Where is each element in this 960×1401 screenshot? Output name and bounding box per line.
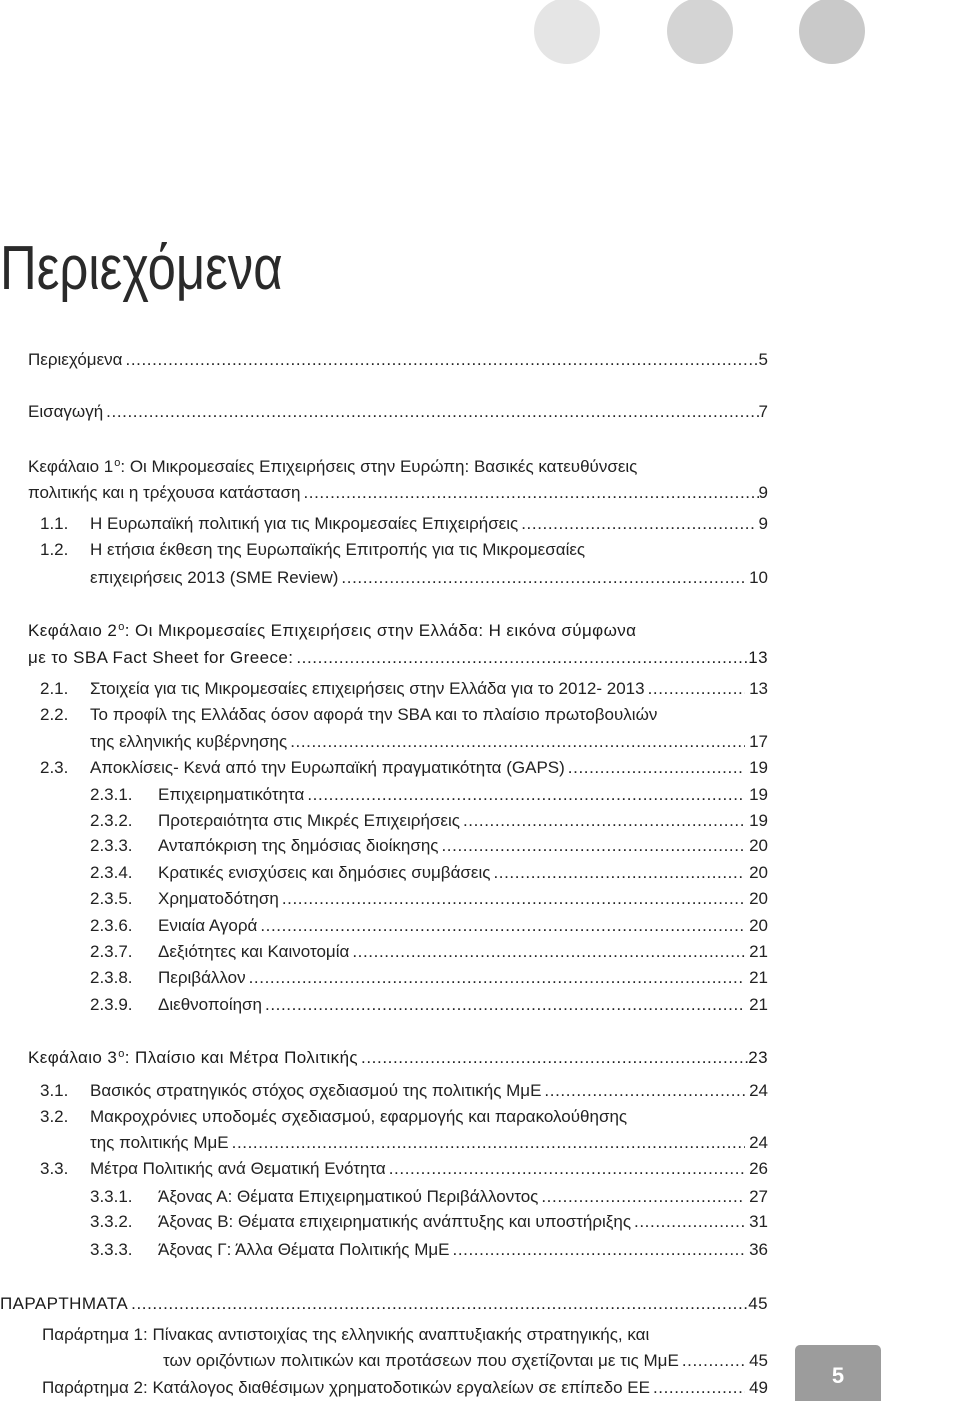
section-label-line2: της πολιτικής ΜμΕ — [90, 1133, 229, 1152]
section-label: Στοιχεία για τις Μικρομεσαίες επιχειρήσεις στην Ελλάδα για το 2012- 2013 — [90, 679, 645, 698]
toc-entry-page: 17 — [749, 732, 768, 751]
toc-entry-page: 45 — [749, 1351, 768, 1370]
subsection-label: Δεξιότητες και Καινοτομία — [158, 942, 350, 961]
dot-leader — [361, 1047, 748, 1069]
chapter-title-line2: πολιτικής και η τρέχουσα κατάσταση — [28, 483, 301, 502]
dot-leader — [126, 349, 759, 371]
appendix-label: Παράρτημα 2: Κατάλογος διαθέσιμων χρηματοδοτικών εργαλείων σε επίπεδο ΕΕ — [42, 1378, 650, 1397]
section-number: 2.1. — [40, 679, 69, 698]
dot-leader — [682, 1350, 745, 1372]
subsection-number: 3.3.2. — [90, 1212, 133, 1231]
toc-entry-page: 19 — [749, 785, 768, 804]
chapter-title-line1: : Πλαίσιο και Μέτρα Πολιτικής — [124, 1048, 359, 1067]
toc-subsection-2-3-4[interactable] — [90, 862, 768, 884]
toc-section-3-3[interactable] — [40, 1158, 768, 1180]
dot-leader — [389, 1158, 745, 1180]
section-label-line2: επιχειρήσεις 2013 (SME Review) — [90, 568, 339, 587]
subsection-label: Περιβάλλον — [158, 968, 246, 987]
section-label: Η ετήσια έκθεση της Ευρωπαϊκής Επιτροπής για τις Μικρομεσαίες — [90, 540, 586, 559]
dot-leader — [352, 941, 745, 963]
dot-leader — [493, 862, 745, 884]
page-number: 5 — [831, 1363, 845, 1388]
toc-entry-page: 19 — [749, 758, 768, 777]
section-label: Αποκλίσεις- Κενά από την Ευρωπαϊκή πραγματικότητα (GAPS) — [90, 758, 565, 777]
chapter-title-line1: : Οι Μικρομεσαίες Επιχειρήσεις στην Ευρώπη: Βασικές κατευθύνσεις — [120, 457, 638, 476]
decorative-circle — [799, 0, 865, 64]
toc-entry-page: 21 — [749, 995, 768, 1014]
toc-entry-page: 13 — [748, 648, 768, 667]
dot-leader — [282, 888, 745, 910]
toc-entry-page: 27 — [749, 1187, 768, 1206]
toc-subsection-2-3-1[interactable] — [90, 784, 768, 806]
toc-entry-page: 10 — [749, 568, 768, 587]
subsection-number: 2.3.7. — [90, 942, 133, 961]
toc-entry-page: 20 — [749, 863, 768, 882]
toc-entry-label: Περιεχόμενα — [28, 350, 123, 369]
chapter-title-line2: με το SBA Fact Sheet for Greece: — [28, 648, 294, 667]
toc-entry-page: 21 — [749, 968, 768, 987]
dot-leader — [307, 784, 745, 806]
section-number: 3.2. — [40, 1107, 69, 1126]
toc-subsection-2-3-5[interactable] — [90, 888, 768, 910]
subsection-label: Ανταπόκριση της δημόσιας διοίκησης — [158, 836, 439, 855]
toc-chapter-1-line2[interactable] — [28, 482, 768, 504]
page-title: Περιεχόμενα — [0, 234, 283, 303]
chapter-title-line1: : Οι Μικρομεσαίες Επιχειρήσεις στην Ελλάδα: Η εικόνα σύμφωνα — [124, 621, 637, 640]
chapter-title — [28, 1047, 358, 1069]
dot-leader — [653, 1377, 745, 1399]
toc-entry-contents[interactable] — [28, 349, 768, 371]
dot-leader — [441, 835, 745, 857]
dot-leader — [265, 994, 745, 1016]
dot-leader — [521, 513, 754, 535]
section-number: 1.2. — [40, 540, 69, 559]
toc-subsection-3-3-1[interactable] — [90, 1186, 768, 1208]
toc-entry-page: 9 — [758, 514, 768, 533]
toc-entry-page: 9 — [758, 483, 768, 502]
dot-leader — [249, 967, 745, 989]
appendix-label: Παράρτημα 1: Πίνακας αντιστοιχίας της ελληνικής αναπτυξιακής στρατηγικής, και — [42, 1325, 650, 1344]
subsection-number: 2.3.6. — [90, 916, 133, 935]
dot-leader — [634, 1211, 745, 1233]
dot-leader — [544, 1080, 745, 1102]
toc-appendices[interactable] — [0, 1293, 768, 1315]
toc-entry-label: Εισαγωγή — [28, 402, 104, 421]
subsection-number: 2.3.9. — [90, 995, 133, 1014]
subsection-number: 2.3.8. — [90, 968, 133, 987]
appendix-label-line2: των οριζόντιων πολιτικών και προτάσεων που σχετίζονται με τις ΜμΕ — [163, 1351, 679, 1370]
section-label: Το προφίλ της Ελλάδας όσον αφορά την SBA και το πλαίσιο πρωτοβουλιών — [90, 705, 658, 724]
toc-entry-page: 5 — [758, 350, 768, 369]
toc-section-2-2-line2[interactable] — [90, 731, 768, 753]
dot-leader — [106, 401, 758, 423]
toc-entry-page: 20 — [749, 916, 768, 935]
subsection-label: Διεθνοποίηση — [158, 995, 263, 1014]
subsection-number: 2.3.3. — [90, 836, 133, 855]
toc-entry-page: 45 — [748, 1294, 768, 1313]
decorative-circle — [534, 0, 600, 64]
toc-section-2-2-line1[interactable] — [40, 704, 657, 726]
subsection-number: 2.3.1. — [90, 785, 133, 804]
toc-entry-page: 21 — [749, 942, 768, 961]
toc-section-3-2-line1[interactable] — [40, 1106, 627, 1128]
toc-entry-page: 24 — [749, 1081, 768, 1100]
chapter-ordinal: ο — [118, 621, 125, 633]
toc-chapter-2-line2[interactable] — [28, 647, 768, 669]
chapter-prefix: Κεφάλαιο 3 — [28, 1048, 118, 1067]
toc-entry-page: 36 — [749, 1240, 768, 1259]
subsection-number: 3.3.3. — [90, 1240, 133, 1259]
subsection-label: Προτεραιότητα στις Μικρές Επιχειρήσεις — [158, 811, 460, 830]
toc-appendix-1-line2[interactable] — [163, 1350, 768, 1372]
toc-subsection-2-3-2[interactable] — [90, 810, 768, 832]
subsection-label: Χρηματοδότηση — [158, 889, 279, 908]
toc-entry-page: 20 — [749, 889, 768, 908]
toc-appendix-2[interactable] — [42, 1377, 768, 1399]
dot-leader — [260, 915, 745, 937]
toc-section-2-3[interactable] — [40, 757, 768, 779]
subsection-label: Ενιαία Αγορά — [158, 916, 258, 935]
section-label: Μακροχρόνιες υποδομές σχεδιασμού, εφαρμογής και παρακολούθησης — [90, 1107, 628, 1126]
dot-leader — [453, 1239, 746, 1261]
toc-section-1-1[interactable] — [40, 513, 768, 535]
toc-entry-page: 23 — [748, 1048, 768, 1067]
toc-subsection-3-3-2[interactable] — [90, 1211, 768, 1233]
toc-chapter-2-title[interactable] — [28, 620, 636, 642]
toc-chapter-1-title[interactable] — [28, 456, 637, 478]
toc-section-3-2-line2[interactable] — [90, 1132, 768, 1154]
decorative-circle — [667, 0, 733, 64]
subsection-label: Άξονας Α: Θέματα Επιχειρηματικού Περιβάλλοντος — [158, 1187, 539, 1206]
dot-leader — [303, 482, 758, 504]
dot-leader — [568, 757, 745, 779]
toc-entry-page: 7 — [758, 402, 768, 421]
section-number: 2.3. — [40, 758, 69, 777]
section-number: 1.1. — [40, 514, 69, 533]
chapter-prefix: Κεφάλαιο 1 — [28, 457, 114, 476]
subsection-label: Επιχειρηματικότητα — [158, 785, 305, 804]
toc-subsection-2-3-9[interactable] — [90, 994, 768, 1016]
toc-entry-page: 20 — [749, 836, 768, 855]
subsection-number: 2.3.2. — [90, 811, 133, 830]
section-label: Η Ευρωπαϊκή πολιτική για τις Μικρομεσαίες Επιχειρήσεις — [90, 514, 519, 533]
toc-section-1-2-line2[interactable] — [90, 567, 768, 589]
section-label: Βασικός στρατηγικός στόχος σχεδιασμού της πολιτικής ΜμΕ — [90, 1081, 542, 1100]
toc-section-3-1[interactable] — [40, 1080, 768, 1102]
chapter-ordinal: ο — [118, 1048, 125, 1060]
dot-leader — [296, 647, 748, 669]
section-label: Μέτρα Πολιτικής ανά Θεματική Ενότητα — [90, 1159, 386, 1178]
subsection-label: Άξονας Γ: Άλλα Θέματα Πολιτικής ΜμΕ — [158, 1240, 450, 1259]
subsection-number: 3.3.1. — [90, 1187, 133, 1206]
subsection-number: 2.3.5. — [90, 889, 133, 908]
subsection-label: Κρατικές ενισχύσεις και δημόσιες συμβάσεις — [158, 863, 491, 882]
section-label-line2: της ελληνικής κυβέρνησης — [90, 732, 288, 751]
chapter-prefix: Κεφάλαιο 2 — [28, 621, 118, 640]
toc-entry-page: 31 — [749, 1212, 768, 1231]
page-number-badge — [795, 1345, 881, 1401]
toc-entry-introduction[interactable] — [28, 401, 768, 423]
toc-entry-page: 49 — [749, 1378, 768, 1397]
dot-leader — [648, 678, 746, 700]
toc-entry-page: 26 — [749, 1159, 768, 1178]
toc-section-2-1[interactable] — [40, 678, 768, 700]
dot-leader — [131, 1293, 748, 1315]
subsection-label: Άξονας Β: Θέματα επιχειρηματικής ανάπτυξης και υποστήριξης — [158, 1212, 632, 1231]
section-number: 2.2. — [40, 705, 69, 724]
subsection-number: 2.3.4. — [90, 863, 133, 882]
section-number: 3.1. — [40, 1081, 69, 1100]
toc-subsection-3-3-3[interactable] — [90, 1239, 768, 1261]
toc-subsection-2-3-3[interactable] — [90, 835, 768, 857]
appendices-label: ΠΑΡΑΡΤΗΜΑΤΑ — [0, 1294, 129, 1313]
section-number: 3.3. — [40, 1159, 69, 1178]
chapter-ordinal: ο — [114, 457, 121, 469]
toc-subsection-2-3-6[interactable] — [90, 915, 768, 937]
toc-entry-page: 19 — [749, 811, 768, 830]
dot-leader — [541, 1186, 745, 1208]
toc-entry-page: 24 — [749, 1133, 768, 1152]
dot-leader — [463, 810, 745, 832]
toc-subsection-2-3-8[interactable] — [90, 967, 768, 989]
toc-subsection-2-3-7[interactable] — [90, 941, 768, 963]
dot-leader — [341, 567, 745, 589]
toc-chapter-3[interactable] — [28, 1047, 768, 1069]
dot-leader — [290, 731, 745, 753]
toc-appendix-1-line1[interactable] — [42, 1324, 649, 1346]
dot-leader — [232, 1132, 745, 1154]
toc-section-1-2-line1[interactable] — [40, 539, 585, 561]
toc-entry-page: 13 — [749, 679, 768, 698]
